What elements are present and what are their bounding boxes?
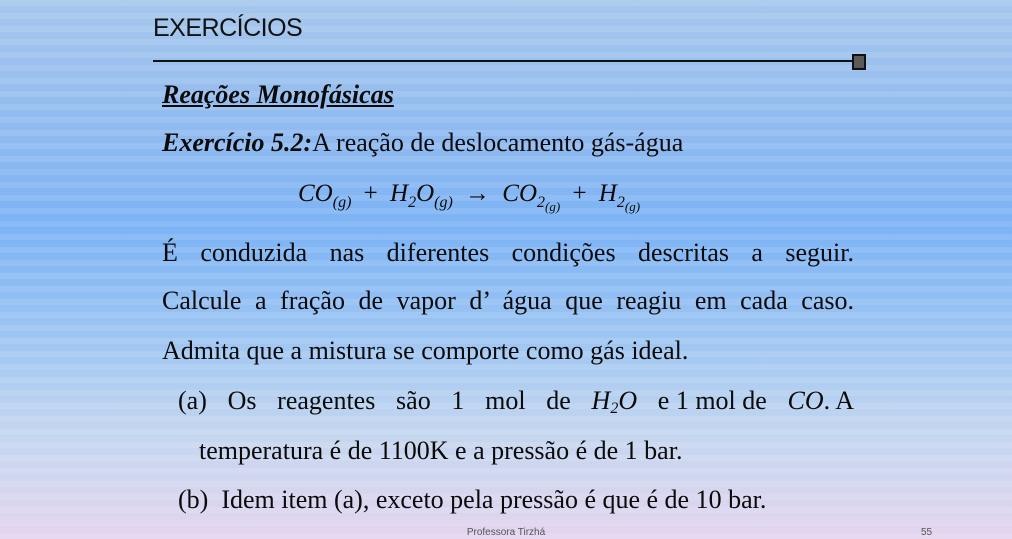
title-underline-end-square	[852, 54, 866, 70]
item-a-mid: e 1 mol de	[657, 386, 767, 415]
list-item-b	[178, 485, 766, 515]
reactant-co-state: (g)	[332, 194, 352, 211]
paragraph-line-1: É conduzida nas diferentes condições descritas a seguir.	[162, 238, 854, 267]
item-a-word: de	[546, 386, 571, 415]
item-a-h2o: $H_2O$	[591, 386, 638, 417]
item-a-word: Os	[227, 386, 257, 415]
plus-sign: +	[363, 180, 378, 207]
item-a-end: . A	[823, 386, 854, 415]
item-b-text: Idem item (a), exceto pela pressão é que é de 10 bar.	[221, 485, 767, 514]
reactant-h2o-state: (g)	[434, 194, 453, 211]
reactant-h2o-h: H	[390, 180, 409, 207]
page-number: 55	[921, 527, 933, 538]
footer-author: Professora Tirzhá	[466, 527, 546, 538]
item-a-word: reagentes	[277, 386, 376, 415]
title-underline	[153, 60, 853, 62]
product-h2: H	[598, 180, 617, 207]
reaction-equation	[298, 180, 640, 215]
slide-title: EXERCÍCIOS	[153, 14, 303, 42]
product-h2-state: (g)	[624, 199, 641, 214]
plus-sign-2: +	[572, 180, 587, 207]
reactant-h2o-subscript: 2	[408, 194, 417, 211]
item-a-co-with-end	[788, 386, 854, 424]
exercise-label: Exercício 5.2:	[162, 128, 313, 157]
item-a-marker: (a)	[178, 386, 207, 415]
product-h2-subscript: 2	[616, 194, 625, 211]
item-b-marker: (b)	[178, 485, 209, 514]
section-heading: Reações Monofásicas	[162, 80, 394, 109]
reaction-arrow: →	[465, 180, 491, 207]
exercise-intro: A reação de deslocamento gás-água	[312, 128, 684, 157]
list-item-a	[178, 386, 854, 424]
item-a-word: são	[396, 386, 431, 415]
reactant-co: CO	[298, 180, 333, 207]
paragraph-line-2: Calcule a fração de vapor d’ água que reagiu em cada caso.	[162, 286, 854, 315]
product-co2: CO	[502, 180, 538, 207]
item-a-word: 1	[451, 386, 465, 415]
paragraph-line-3: Admita que a mistura se comporte como gás ideal.	[162, 336, 689, 365]
item-a-co: CO	[787, 386, 824, 415]
product-co2-state: (g)	[545, 199, 561, 214]
list-item-a-continuation: temperatura é de 1100K e a pressão é de 1 bar.	[199, 436, 683, 465]
reactant-h2o-o: O	[416, 180, 435, 207]
product-co2-subscript: 2	[537, 194, 546, 211]
item-a-word: mol	[485, 386, 526, 415]
exercise-line	[162, 128, 683, 158]
